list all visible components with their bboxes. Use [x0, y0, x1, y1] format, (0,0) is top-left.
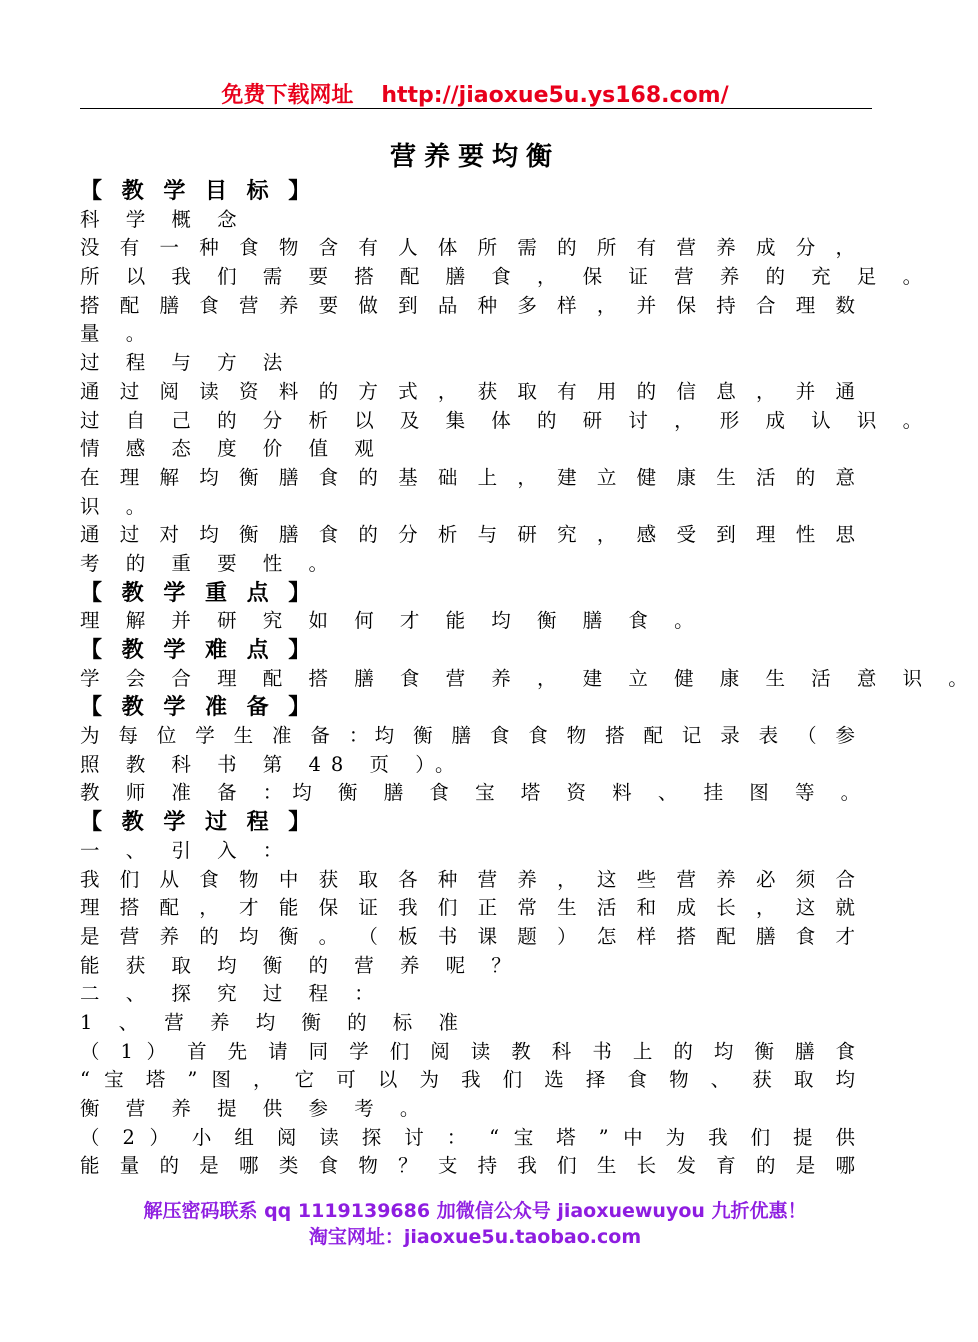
- footer-contact-line: 解压密码联系 qq 1119139686 加微信公众号 jiaoxuewuyou 九折优惠！: [143, 1200, 807, 1222]
- text-line: 二 、 探 究 过 程 ：: [80, 982, 384, 1006]
- text-line: 学 会 合 理 配 搭 膳 食 营 养 ， 建 立 健 康 生 活 意 识 。: [80, 666, 978, 690]
- text-line: 衡 营 养 提 供 参 考 。: [80, 1097, 430, 1120]
- download-header: [80, 78, 870, 109]
- text-line: 理 搭 配 ， 才 能 保 证 我 们 正 常 生 活 和 成 长 ， 这 就: [80, 896, 855, 920]
- download-label: 免费下载网址: [221, 83, 354, 108]
- text-line: 照 教 科 书 第 48 页 ）。: [80, 752, 465, 776]
- document-title: 营养要均衡: [389, 142, 560, 172]
- footer-shop-line[interactable]: 淘宝网址：jiaoxue5u.taobao.com: [308, 1226, 642, 1248]
- text-line: “ 宝 塔 ” 图 ， 它 可 以 为 我 们 选 择 食 物 、 获 取 均: [80, 1068, 855, 1092]
- section-heading: 【 教 学 准 备 】: [80, 694, 317, 721]
- text-line: 没 有 一 种 食 物 含 有 人 体 所 需 的 所 有 营 养 成 分 ，: [80, 236, 855, 260]
- text-line: 为 每 位 学 生 准 备 ：均 衡 膳 食 食 物 搭 配 记 录 表 （ 参: [80, 724, 855, 748]
- text-line: （ 2 ） 小 组 阅 读 探 讨 ： “ 宝 塔 ” 中 为 我 们 提 供: [80, 1125, 855, 1149]
- download-url-link[interactable]: http://jiaoxue5u.ys168.com/: [381, 83, 729, 108]
- text-line: 情 感 态 度 价 值 观: [80, 437, 384, 461]
- text-line: 过 程 与 方 法: [80, 351, 293, 375]
- text-line: 教 师 准 备 ：均 衡 膳 食 宝 塔 资 料 、 挂 图 等 。: [80, 781, 871, 805]
- text-line: 过 自 己 的 分 析 以 及 集 体 的 研 讨 ， 形 成 认 识 。: [80, 408, 933, 432]
- header-divider: [80, 108, 872, 109]
- text-line: 1 、 营 养 均 衡 的 标 准: [80, 1010, 468, 1034]
- section-heading: 【 教 学 过 程 】: [80, 809, 317, 836]
- text-line: 能 获 取 均 衡 的 营 养 呢 ？: [80, 953, 521, 977]
- text-line: 理 解 并 研 究 如 何 才 能 均 衡 膳 食 。: [80, 609, 704, 633]
- text-line: 通 过 阅 读 资 料 的 方 式 ， 获 取 有 用 的 信 息 ， 并 通: [80, 379, 855, 403]
- text-line: 能 量 的 是 哪 类 食 物 ？ 支 持 我 们 生 长 发 育 的 是 哪: [80, 1154, 855, 1178]
- text-line: 通 过 对 均 衡 膳 食 的 分 析 与 研 究 ， 感 受 到 理 性 思: [80, 523, 855, 547]
- text-line: 科 学 概 念: [80, 207, 247, 231]
- text-line: 在 理 解 均 衡 膳 食 的 基 础 上 ， 建 立 健 康 生 活 的 意: [80, 465, 855, 489]
- text-line: （ 1 ） 首 先 请 同 学 们 阅 读 教 科 书 上 的 均 衡 膳 食: [80, 1039, 855, 1063]
- text-line: 搭 配 膳 食 营 养 要 做 到 品 种 多 样 ， 并 保 持 合 理 数: [80, 293, 855, 317]
- contact-footer: [0, 1198, 950, 1250]
- section-heading: 【 教 学 目 标 】: [80, 178, 317, 204]
- text-line: 考 的 重 要 性 。: [80, 551, 338, 575]
- section-heading: 【 教 学 重 点 】: [80, 579, 317, 606]
- text-line: 识 。: [80, 494, 156, 518]
- section-heading: 【 教 学 难 点 】: [80, 637, 317, 663]
- text-line: 是 营 养 的 均 衡 。 （ 板 书 课 题 ） 怎 样 搭 配 膳 食 才: [80, 924, 855, 948]
- text-line: 我 们 从 食 物 中 获 取 各 种 营 养 ， 这 些 营 养 必 须 合: [80, 867, 855, 891]
- text-line: 量 。: [80, 322, 156, 346]
- text-line: 所 以 我 们 需 要 搭 配 膳 食 ， 保 证 营 养 的 充 足 。: [80, 265, 933, 289]
- document-body: [80, 177, 978, 1181]
- text-line: 一 、 引 入 ：: [80, 838, 293, 862]
